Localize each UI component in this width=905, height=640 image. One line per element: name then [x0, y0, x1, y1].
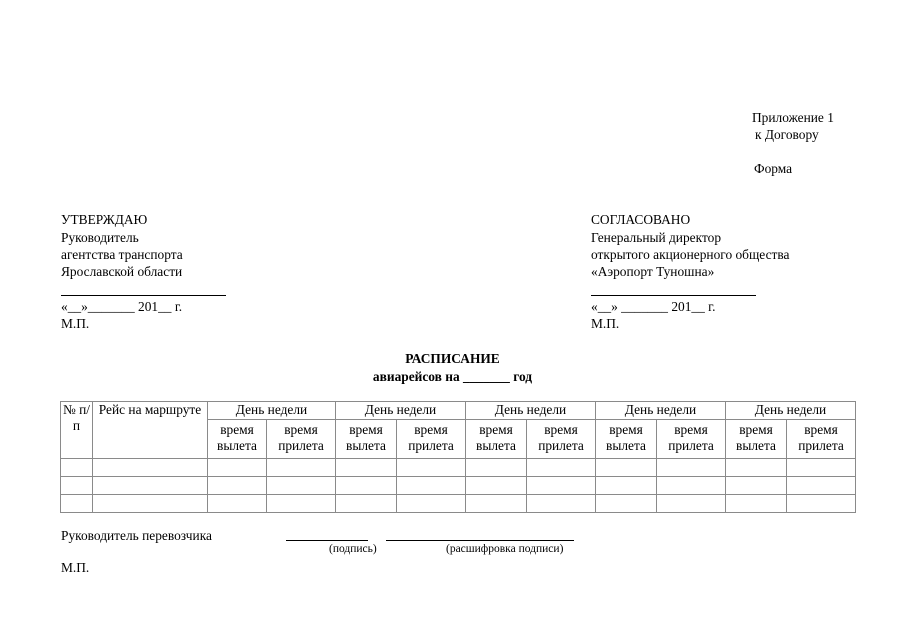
agree-org: открытого акционерного общества — [591, 247, 790, 262]
agree-title: СОГЛАСОВАНО — [591, 212, 691, 227]
agree-date: «__» _______ 201__ г. — [591, 299, 716, 314]
agree-position: Генеральный директор — [591, 230, 722, 245]
header-route: Рейс на маршруте — [93, 402, 208, 459]
agree-stamp: М.П. — [591, 316, 620, 331]
approve-title: УТВЕРЖДАЮ — [61, 212, 148, 227]
header-day: День недели — [726, 402, 856, 420]
agree-airport: «Аэропорт Туношна» — [591, 264, 715, 279]
header-departure-time: время вылета — [336, 420, 397, 459]
signature-decode-line — [386, 540, 574, 541]
agree-signature-line — [591, 295, 756, 296]
form-label: Форма — [754, 161, 793, 176]
header-day: День недели — [466, 402, 596, 420]
header-day: День недели — [336, 402, 466, 420]
header-departure-time: время вылета — [596, 420, 657, 459]
approve-stamp: М.П. — [61, 316, 90, 331]
approve-date: «__»_______ 201__ г. — [61, 299, 183, 314]
header-arrival-time: время прилета — [787, 420, 856, 459]
approve-position: Руководитель — [61, 230, 139, 245]
header-departure-time: время вылета — [726, 420, 787, 459]
signature-decode-caption: (расшифровка подписи) — [446, 543, 564, 555]
header-arrival-time: время прилета — [397, 420, 466, 459]
schedule-subtitle: авиарейсов на _______ год — [372, 369, 533, 384]
header-day: День недели — [208, 402, 336, 420]
header-day: День недели — [596, 402, 726, 420]
table-row — [61, 495, 856, 513]
table-row — [61, 477, 856, 495]
signature-line — [286, 540, 368, 541]
header-arrival-time: время прилета — [267, 420, 336, 459]
approve-org: агентства транспорта — [61, 247, 183, 262]
header-departure-time: время вылета — [208, 420, 267, 459]
header-number: № п/п — [61, 402, 93, 459]
carrier-head-label: Руководитель перевозчика — [61, 528, 212, 543]
signature-caption: (подпись) — [329, 543, 377, 555]
footer-stamp: М.П. — [61, 560, 90, 575]
header-arrival-time: время прилета — [657, 420, 726, 459]
approve-region: Ярославской области — [61, 264, 183, 279]
table-row — [61, 459, 856, 477]
header-departure-time: время вылета — [466, 420, 527, 459]
appendix-contract: к Договору — [755, 127, 819, 142]
schedule-title: РАСПИСАНИЕ — [405, 351, 500, 366]
approve-signature-line — [61, 295, 226, 296]
appendix-number: Приложение 1 — [752, 110, 834, 125]
schedule-table — [60, 401, 856, 513]
header-arrival-time: время прилета — [527, 420, 596, 459]
